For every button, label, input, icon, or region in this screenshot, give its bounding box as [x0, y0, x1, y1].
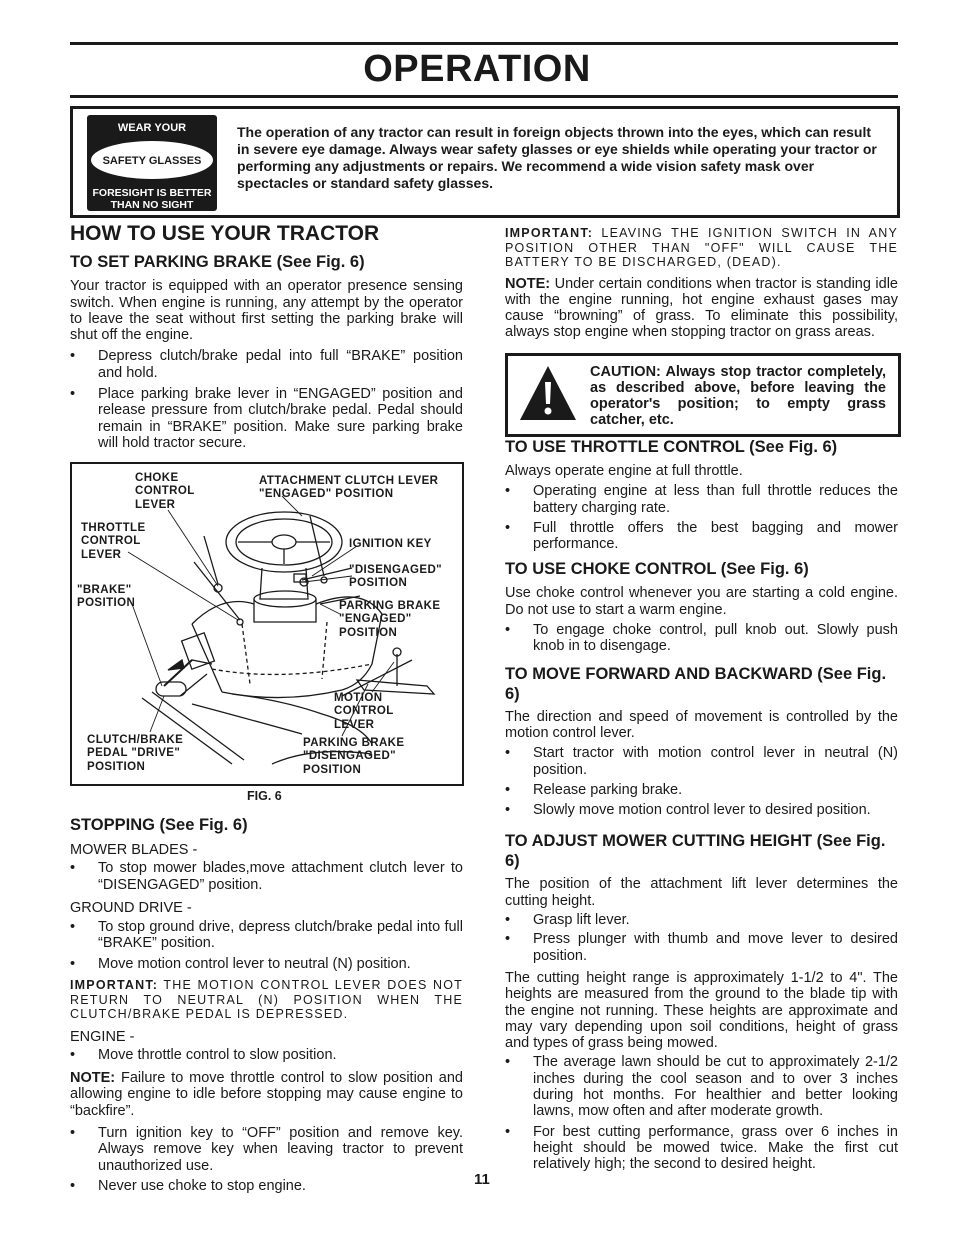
throttle-intro: Always operate engine at full throttle. — [505, 463, 743, 479]
badge-line3a: FORESIGHT IS BETTER — [92, 187, 212, 199]
parking-brake-heading: TO SET PARKING BRAKE (See Fig. 6) — [70, 253, 365, 272]
label-motion-control: MOTION CONTROL LEVER — [334, 692, 394, 731]
safety-text: The operation of any tractor can result in foreign objects thrown into the eyes, which can result in severe eye damage. Always wear safety glasses or eye shields while operating your tractor or performing any adjustments or repairs. We recommend a wide vision safety mask over spectacles or standard safety glasses. — [237, 124, 877, 191]
stopping-note: NOTE: Failure to move throttle control to slow position and allowing engine to idle before stopping may cause engine to “backfire”. — [70, 1070, 463, 1119]
move-bullet-1: • Start tractor with motion control lever in neutral (N) position. — [505, 745, 898, 778]
label-ignition-key: IGNITION KEY — [349, 538, 432, 550]
right-column-top — [505, 226, 898, 341]
label-choke-control: CHOKE CONTROL LEVER — [135, 472, 195, 511]
right-column-bottom — [505, 437, 898, 1173]
stopping-important: IMPORTANT: THE MOTION CONTROL LEVER DOES NOT RETURN TO NEUTRAL (N) POSITION WHEN THE CLUTCH/BRAKE PEDAL IS DEPRESSED. — [70, 978, 463, 1022]
badge-line1: WEAR YOUR — [117, 122, 187, 134]
safety-glasses-badge — [87, 115, 217, 211]
figure-caption: FIG. 6 — [247, 789, 282, 803]
cutting-range-text: The cutting height range is approximately 1-1/2 to 4". The heights are measured from the ground to the blade tip with the engine not running. These heights are approximate and may vary depending upon soil conditions, height of grass and types of grass being mowed. — [505, 969, 898, 1052]
parking-intro: Your tractor is equipped with an operator presence sensing switch. When engine is running, any attempt by the operator to leave the seat without first setting the parking brake will shut off the engine. — [70, 278, 463, 344]
move-bullet-3: • Slowly move motion control lever to desired position. — [505, 802, 898, 818]
caution-text: CAUTION: Always stop tractor completely, as described above, before leaving the operator's position; to empty grass catcher, etc. — [590, 364, 886, 428]
throttle-heading: TO USE THROTTLE CONTROL (See Fig. 6) — [505, 438, 838, 456]
figure-6 — [70, 462, 464, 786]
badge-line3b: THAN NO SIGHT — [110, 199, 194, 211]
cutting-height-intro: The position of the attachment lift lever determines the cutting height. — [505, 876, 898, 909]
engine-bullet: • Move throttle control to slow position. — [70, 1047, 463, 1063]
final-bullet-2: • Never use choke to stop engine. — [70, 1178, 463, 1194]
ground-drive-label: GROUND DRIVE - — [70, 899, 192, 916]
badge-line3 — [87, 187, 217, 211]
label-disengaged-position: "DISENGAGED" POSITION — [349, 564, 443, 590]
mower-blades-bullet: • To stop mower blades,move attachment clutch lever to “DISENGAGED” position. — [70, 860, 463, 893]
right-important-label: IMPORTANT: — [505, 226, 594, 240]
label-parking-brake-disengaged: PARKING BRAKE "DISENGAGED" POSITION — [303, 737, 405, 776]
right-note-label: NOTE: — [505, 275, 551, 292]
mower-blades-label: MOWER BLADES - — [70, 842, 198, 858]
parking-bullet-2: • Place parking brake lever in “ENGAGED” position and release pressure from clutch/brake pedal. Pedal should remain in “BRAKE” position. Make sure parking brake will hold tractor secure. — [70, 386, 463, 451]
ground-bullet-2: • Move motion control lever to neutral (N) position. — [70, 956, 463, 972]
final-bullet-1: • Turn ignition key to “OFF” position and remove key. Always remove key when leaving tractor to prevent unauthorized use. — [70, 1125, 463, 1174]
choke-intro: Use choke control whenever you are starting a cold engine. Do not use to start a warm engine. — [505, 585, 898, 618]
throttle-bullet-2: • Full throttle offers the best bagging and mower performance. — [505, 520, 898, 553]
important-label: IMPORTANT: — [70, 978, 159, 993]
throttle-bullet-1: • Operating engine at less than full throttle reduces the battery charging rate. — [505, 483, 898, 516]
stopping-heading: STOPPING (See Fig. 6) — [70, 816, 248, 834]
height-tip-1: • The average lawn should be cut to approximately 2-1/2 inches during the cool season and to over 3 inches during hot months. For healthier and better looking lawns, mow often and after moderate growth. — [505, 1054, 898, 1119]
choke-bullet: • To engage choke control, pull knob out. Slowly push knob in to disengage. — [505, 622, 898, 655]
badge-line2: SAFETY GLASSES — [102, 155, 202, 167]
note-label: NOTE: — [70, 1070, 116, 1087]
move-intro: The direction and speed of movement is controlled by the motion control lever. — [505, 708, 898, 741]
label-clutch-brake-pedal: CLUTCH/BRAKE PEDAL "DRIVE" POSITION — [87, 734, 184, 773]
ground-bullet-1: • To stop ground drive, depress clutch/brake pedal into full “BRAKE” position. — [70, 919, 463, 952]
page-title: OPERATION — [363, 48, 591, 90]
parking-bullet-1: • Depress clutch/brake pedal into full “BRAKE” position and hold. — [70, 348, 463, 381]
left-column-bottom — [70, 815, 463, 1194]
left-column-top — [70, 222, 463, 451]
ignition-important: IMPORTANT: LEAVING THE IGNITION SWITCH IN ANY POSITION OTHER THAN "OFF" WILL CAUSE THE BATTERY TO BE DISCHARGED, (DEAD). — [505, 226, 898, 269]
top-rule — [70, 42, 898, 45]
label-brake-position: "BRAKE" POSITION — [77, 584, 136, 610]
title-rule — [70, 95, 898, 98]
cutting-height-heading: TO ADJUST MOWER CUTTING HEIGHT (See Fig. 6) — [505, 832, 886, 871]
choke-heading: TO USE CHOKE CONTROL (See Fig. 6) — [505, 560, 809, 579]
height-tip-2: • For best cutting performance, grass over 6 inches in height should be mowed twice. Make the first cut relatively high; the second to desired height. — [505, 1124, 898, 1173]
label-parking-brake-engaged: PARKING BRAKE "ENGAGED" POSITION — [339, 600, 441, 639]
safety-notice — [70, 106, 900, 218]
exhaust-note: NOTE: Under certain conditions when tractor is standing idle with the engine running, hot engine exhaust gases may cause “browning” of grass. To eliminate this possibility, always stop engine when stopping tractor on grass areas. — [505, 275, 898, 341]
label-throttle-control: THROTTLE CONTROL LEVER — [81, 522, 146, 561]
page-number: 11 — [474, 1171, 490, 1188]
move-bullet-2: • Release parking brake. — [505, 782, 898, 798]
move-heading: TO MOVE FORWARD AND BACKWARD (See Fig. 6) — [505, 664, 887, 703]
caution-box — [505, 353, 901, 437]
height-bullet-2: • Press plunger with thumb and move lever to desired position. — [505, 931, 898, 964]
label-attachment-clutch: ATTACHMENT CLUTCH LEVER "ENGAGED" POSITION — [259, 475, 439, 501]
how-to-use-heading: HOW TO USE YOUR TRACTOR — [70, 222, 380, 245]
warning-icon — [518, 364, 578, 424]
engine-label: ENGINE - — [70, 1028, 135, 1045]
height-bullet-1: • Grasp lift lever. — [505, 912, 898, 928]
